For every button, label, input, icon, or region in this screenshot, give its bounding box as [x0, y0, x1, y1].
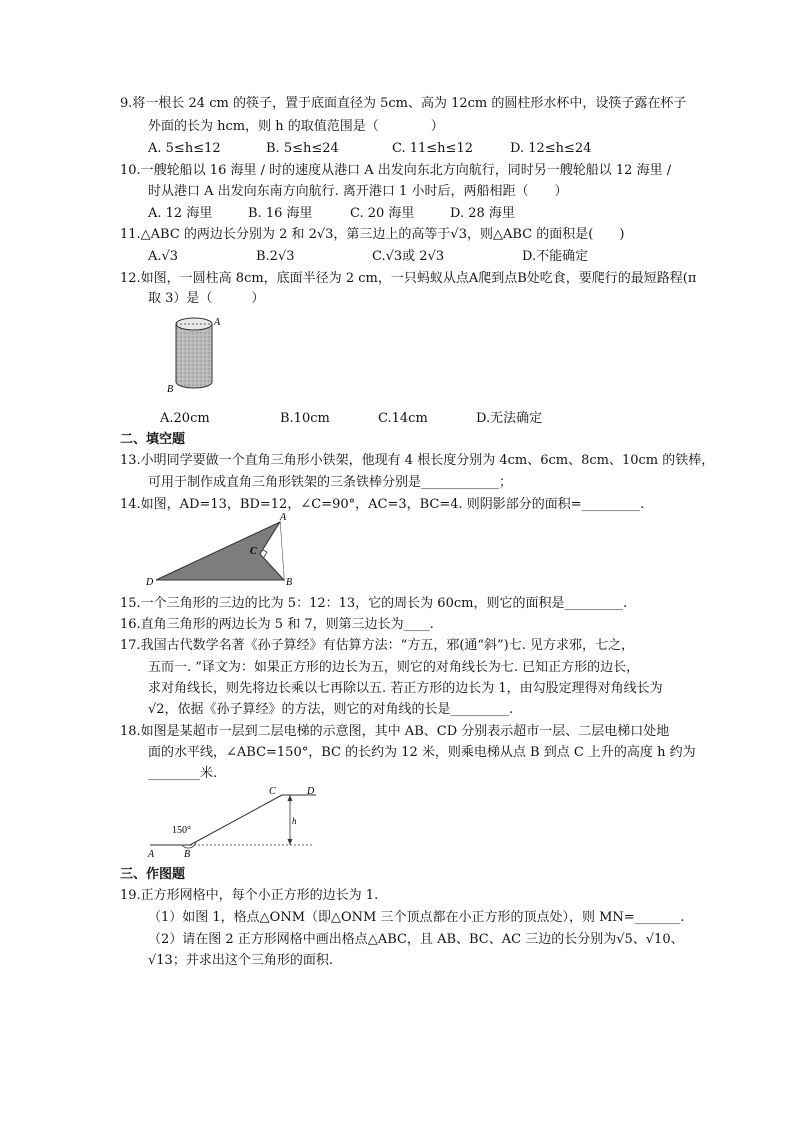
q12-line2: 取 3）是（ ）	[148, 291, 265, 306]
q19-line4: √13；并求出这个三角形的面积.	[148, 953, 333, 968]
q18-line1: 18.如图是某超市一层到二层电梯的示意图，其中 AB、CD 分别表示超市一层、二层电梯口处地	[120, 724, 670, 739]
q13-line1: 13.小明同学要做一个直角三角形小铁架，他现有 4 根长度分别为 4cm、6cm、8cm、10cm 的铁棒，	[120, 453, 715, 468]
escalator-figure	[144, 784, 322, 860]
q11-option-c: C.√3或 2√3	[372, 249, 445, 264]
q10-line2: 时从港口 A 出发向东南方向航行. 离开港口 1 小时后，两船相距（ ）	[148, 184, 568, 199]
q10-option-d: D. 28 海里	[450, 206, 515, 221]
q12-line1: 12.如图，一圆柱高 8cm，底面半径为 2 cm，一只蚂蚁从点A爬到点B处吃食，要爬行的最短路程(π	[120, 271, 697, 286]
label-b: B	[286, 577, 293, 588]
q14-line1: 14.如图，AD=13，BD=12，∠C=90°，AC=3，BC=4. 则阴影部分的面积=_________.	[120, 497, 645, 512]
q17-line1: 17.我国古代数学名著《孙子算经》有估算方法：“方五，邪(通“斜”)七. 见方求邪，七之，	[120, 638, 635, 653]
label-h: h	[292, 816, 297, 826]
q11-option-a: A.√3	[148, 249, 179, 264]
q12-option-c: C.14cm	[378, 411, 428, 426]
q9-line2: 外面的长为 hcm，则 h 的取值范围是（ ）	[148, 119, 444, 134]
angle-label: 150°	[172, 825, 191, 836]
q9-option-b: B. 5≤h≤24	[266, 141, 339, 156]
height-arrow-top	[288, 795, 293, 801]
q19-line2: （1）如图 1，格点△ONM（即△ONM 三个顶点都在小正方形的顶点处），则 MN=_______.	[148, 910, 685, 925]
label-d: D	[307, 786, 315, 797]
q11-option-d: D.不能确定	[522, 249, 589, 264]
label-a: A	[280, 512, 287, 523]
q17-line4: √2，依据《孙子算经》的方法，则它的对角线的长是_________.	[148, 702, 514, 717]
q19-line3: （2）请在图 2 正方形网格中画出格点△ABC，且 AB、BC、AC 三边的长分别为√5、√10、	[148, 932, 684, 947]
q15-line: 15.一个三角形的三边的比为 5：12：13，它的周长为 60cm，则它的面积是_________.	[120, 596, 628, 611]
q11-option-b: B.2√3	[256, 249, 295, 264]
label-b: B	[167, 384, 174, 395]
label-d: D	[146, 577, 154, 588]
q9-option-d: D. 12≤h≤24	[510, 141, 592, 156]
cylinder-figure	[164, 312, 240, 398]
q9-line1: 9.将一根长 24 cm 的筷子，置于底面直径为 5cm、高为 12cm 的圆柱形水杯中，设筷子露在杯子	[120, 96, 687, 111]
q16-line: 16.直角三角形的两边长为 5 和 7，则第三边长为____.	[120, 617, 434, 632]
q12-option-d: D.无法确定	[476, 411, 543, 426]
q12-option-a: A.20cm	[160, 411, 210, 426]
q10-line1: 10.一艘轮船以 16 海里 / 时的速度从港口 A 出发向东北方向航行，同时另一艘轮船以 12 海里 /	[120, 163, 672, 178]
q18-line3: ________米.	[148, 766, 218, 781]
q10-option-b: B. 16 海里	[248, 206, 313, 221]
q10-option-a: A. 12 海里	[148, 206, 213, 221]
label-a: A	[214, 317, 221, 328]
q18-line2: 面的水平线，∠ABC=150°，BC 的长约为 12 米，则乘电梯从点 B 到点 C 上升的高度 h 约为	[148, 745, 696, 760]
escalator-bc	[190, 795, 282, 845]
q12-option-b: B.10cm	[280, 411, 330, 426]
shaded-triangle-figure	[144, 512, 296, 588]
q17-line3: 求对角线长，则先将边长乘以七再除以五. 若正方形的边长为 1，由勾股定理得对角线长为	[148, 681, 663, 696]
q10-option-c: C. 20 海里	[350, 206, 415, 221]
section-drawing-title: 三、作图题	[120, 867, 186, 882]
label-c: C	[250, 546, 257, 557]
label-c: C	[269, 786, 276, 797]
label-b: B	[184, 849, 191, 860]
height-arrow-bottom	[288, 839, 293, 845]
q9-option-a: A. 5≤h≤12	[148, 141, 221, 156]
q11-line1: 11.△ABC 的两边长分别为 2 和 2√3，第三边上的高等于√3，则△ABC 的面积是( )	[120, 227, 625, 242]
q19-line1: 19.正方形网格中，每个小正方形的边长为 1.	[120, 888, 379, 903]
q13-line2: 可用于制作成直角三角形铁架的三条铁棒分别是____________；	[148, 475, 513, 490]
label-a: A	[148, 849, 155, 860]
q9-option-c: C. 11≤h≤12	[392, 141, 473, 156]
section-fill-in-title: 二、填空题	[120, 432, 186, 447]
q17-line2: 五而一. ”译文为：如果正方形的边长为五，则它的对角线长为七. 已知正方形的边长，	[148, 660, 640, 675]
cylinder-body	[176, 324, 212, 388]
